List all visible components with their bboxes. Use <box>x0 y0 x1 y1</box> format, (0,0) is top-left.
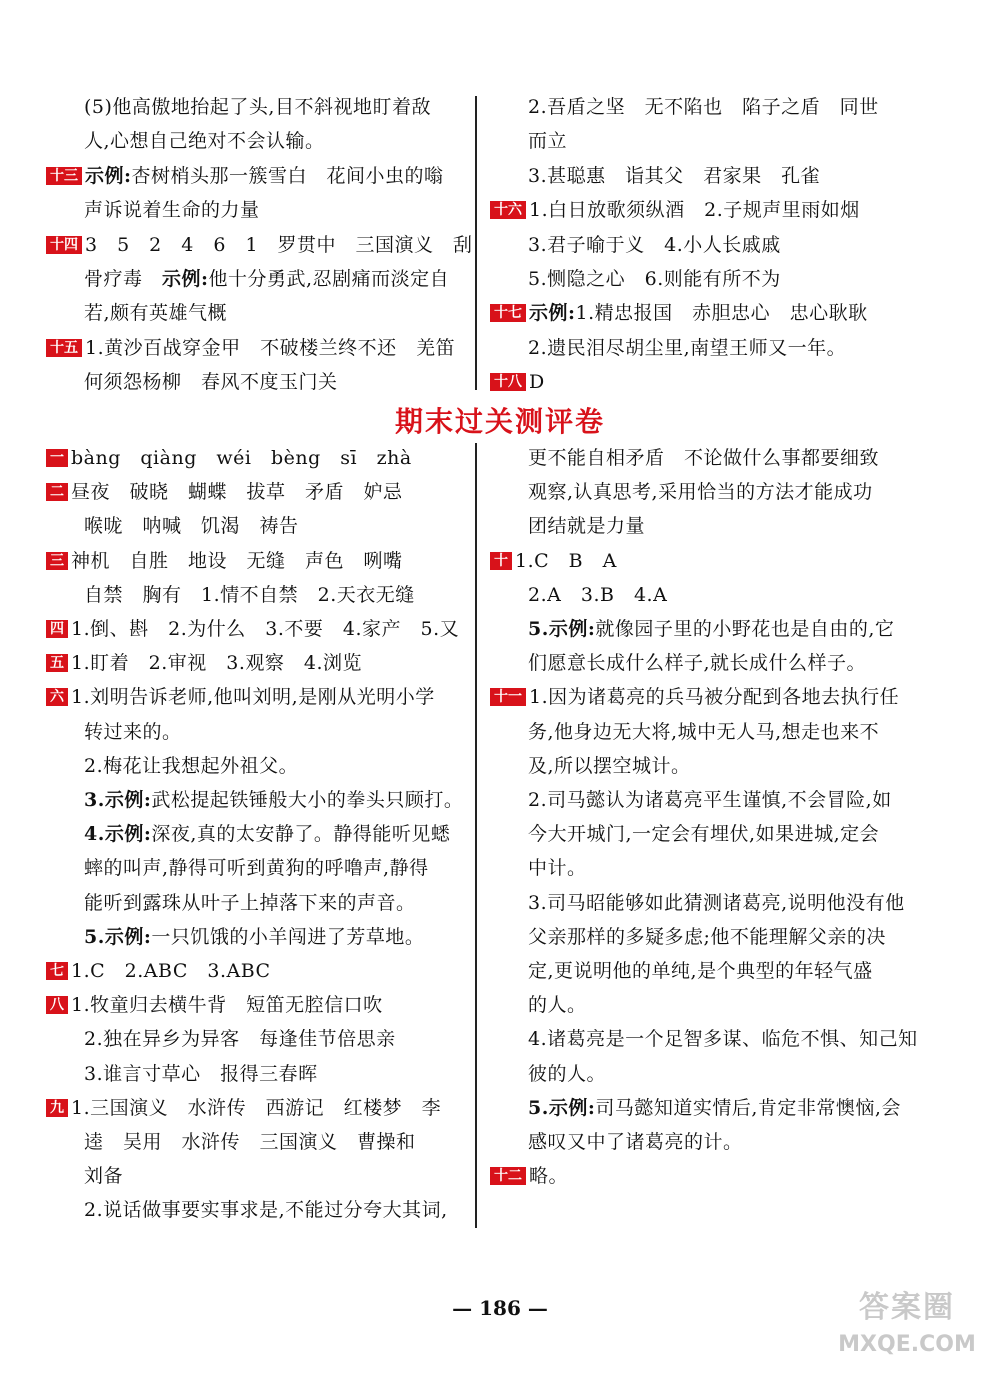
answer-line <box>46 988 383 1022</box>
answer-line: 中计。 <box>528 857 587 880</box>
answer-line: 2.独在异乡为异客 每逢佳节倍思亲 <box>84 1028 396 1051</box>
answer-line <box>46 954 271 988</box>
answer-line <box>84 817 450 851</box>
answer-text: 一只饥饿的小羊闯进了芳草地。 <box>151 925 425 948</box>
answer-line <box>528 1091 901 1125</box>
answer-line: 务,他身边无大将,城中无人马,想走也来不 <box>528 720 880 743</box>
answer-line <box>46 544 403 578</box>
example-label: 5.示例: <box>528 1096 596 1119</box>
answer-line <box>46 612 459 646</box>
answer-text: 1.因为诸葛亮的兵马被分配到各地去执行任 <box>529 686 900 709</box>
answer-line: 5.恻隐之心 6.则能有所不为 <box>528 268 781 290</box>
answer-text: 骨疗毒 <box>84 268 163 290</box>
bottom-divider <box>475 443 477 1228</box>
answer-line: 声诉说着生命的力量 <box>84 199 260 222</box>
answer-line <box>490 544 617 578</box>
answer-line: 定,更说明他的单纯,是个典型的年轻气盛 <box>528 960 873 982</box>
answer-line: 逵 吴用 水浒传 三国演义 曹操和 <box>84 1131 416 1153</box>
answer-line <box>84 262 449 296</box>
question-number-badge: 九 <box>46 1099 68 1117</box>
answer-line: 今大开城门,一定会有埋伏,如果进城,定会 <box>528 823 880 846</box>
answer-line: 2.说话做事要实事求是,不能过分夸大其词, <box>84 1199 448 1222</box>
answer-text: 昼夜 破晓 蝴蝶 拔草 矛盾 妒忌 <box>71 481 403 504</box>
answer-text: D <box>529 371 545 394</box>
answer-line: 2.司马懿认为诸葛亮平生谨慎,不会冒险,如 <box>528 789 892 811</box>
question-number-badge: 十 <box>490 552 512 570</box>
example-label: 示例: <box>529 302 576 325</box>
answer-text: 他十分勇武,忍剧痛而淡定自 <box>208 268 450 290</box>
answer-text: 1.盯着 2.审视 3.观察 4.浏览 <box>71 652 363 675</box>
question-number-badge: 十四 <box>46 236 82 254</box>
answer-line <box>84 783 463 817</box>
watermark-logo <box>832 1282 982 1372</box>
answer-line <box>46 228 473 262</box>
answer-text: 1.黄沙百战穿金甲 不破楼兰终不还 羌笛 <box>85 336 456 359</box>
answer-line <box>46 475 403 509</box>
answer-line: 何须怨杨柳 春风不度玉门关 <box>84 371 338 394</box>
answer-line: 人,心想自己绝对不会认输。 <box>84 130 325 153</box>
answer-line <box>46 680 435 714</box>
answer-line <box>46 646 362 680</box>
answer-line <box>528 612 894 646</box>
answer-text: 就像园子里的小野花也是自由的,它 <box>595 618 895 640</box>
answer-line: 3.甚聪惠 诣其父 君家果 孔雀 <box>528 164 821 187</box>
answer-line: 蟀的叫声,静得可听到黄狗的呼噜声,静得 <box>84 857 429 880</box>
answer-line <box>490 365 545 399</box>
answer-line: 4.诸葛亮是一个足智多谋、临危不惧、知己知 <box>528 1028 918 1051</box>
answer-text: 1.白日放歌须纵酒 2.子规声里雨如烟 <box>529 199 860 222</box>
answer-line: 3.君子喻于义 4.小人长戚戚 <box>528 233 781 256</box>
question-number-badge: 五 <box>46 654 68 672</box>
answer-line: 若,颇有英雄气概 <box>84 302 228 325</box>
watermark-url: MXQE.COM <box>838 1332 976 1357</box>
section-title: 期末过关测评卷 <box>394 405 605 438</box>
question-number-badge: 十三 <box>46 167 82 185</box>
answer-line: 3.司马昭能够如此猜测诸葛亮,说明他没有他 <box>528 891 905 914</box>
example-label: 5.示例: <box>528 618 596 640</box>
answer-line: 彼的人。 <box>528 1062 607 1085</box>
answer-line <box>490 680 899 714</box>
example-label: 5.示例: <box>84 925 152 948</box>
answer-text: 神机 自胜 地设 无缝 声色 咧嘴 <box>71 549 403 572</box>
answer-text: 杏树梢头那一簇雪白 花间小虫的嗡 <box>131 164 444 187</box>
answer-line <box>490 193 860 227</box>
example-label: 示例: <box>85 164 132 187</box>
answer-text: 司马懿知道实情后,肯定非常懊恼,会 <box>595 1096 901 1119</box>
answer-text: 深夜,真的太安静了。静得能听见蟋 <box>151 823 451 846</box>
question-number-badge: 十八 <box>490 373 526 391</box>
question-number-badge: 十五 <box>46 339 82 357</box>
answer-line <box>84 920 424 954</box>
question-number-badge: 十七 <box>490 304 526 322</box>
answer-line: 观察,认真思考,采用恰当的方法才能成功 <box>528 481 873 504</box>
answer-line: 2.梅花让我想起外祖父。 <box>84 754 299 777</box>
answer-line <box>46 441 412 475</box>
watermark-text: 答案圈 <box>859 1290 955 1325</box>
example-label: 3.示例: <box>84 789 152 811</box>
answer-text: 1.C 2.ABC 3.ABC <box>71 960 271 982</box>
answer-text: 1.刘明告诉老师,他叫刘明,是刚从光明小学 <box>71 686 435 709</box>
answer-line: (5)他高傲地抬起了头,目不斜视地盯着敌 <box>84 96 431 118</box>
answer-line: 自禁 胸有 1.情不自禁 2.天衣无缝 <box>84 583 415 606</box>
answer-text: 1.三国演义 水浒传 西游记 红楼梦 李 <box>71 1096 442 1119</box>
answer-line <box>46 1091 441 1125</box>
question-number-badge: 八 <box>46 996 68 1014</box>
question-number-badge: 六 <box>46 688 68 706</box>
answer-line: 及,所以摆空城计。 <box>528 754 691 777</box>
answer-line: 能听到露珠从叶子上掉落下来的声音。 <box>84 891 416 914</box>
answer-line <box>490 1159 568 1193</box>
question-number-badge: 一 <box>46 449 68 467</box>
question-number-badge: 十二 <box>490 1167 526 1185</box>
answer-line: 转过来的。 <box>84 720 182 743</box>
answer-line: 而立 <box>528 130 568 153</box>
answer-line: 更不能自相矛盾 不论做什么事都要细致 <box>528 447 880 469</box>
answer-line: 们愿意长成什么样子,就长成什么样子。 <box>528 652 867 675</box>
answer-text: 1.C B A <box>515 549 617 572</box>
answer-text: bàng qiàng wéi bèng sī zhà <box>71 447 412 469</box>
example-label: 4.示例: <box>84 823 152 846</box>
page-number: — 186 — <box>452 1296 548 1320</box>
answer-line: 团结就是力量 <box>528 515 646 538</box>
answer-line <box>46 331 455 365</box>
answer-line: 2.A 3.B 4.A <box>528 583 668 606</box>
question-number-badge: 七 <box>46 962 68 980</box>
answer-line: 父亲那样的多疑多虑;他不能理解父亲的决 <box>528 925 886 948</box>
question-number-badge: 十一 <box>490 688 526 706</box>
example-label: 示例: <box>162 268 209 290</box>
answer-text: 1.精忠报国 赤胆忠心 忠心耿耿 <box>575 302 868 325</box>
answer-line: 2.吾盾之坚 无不陷也 陷子之盾 同世 <box>528 96 879 118</box>
top-divider <box>475 96 477 390</box>
answer-line: 2.遗民泪尽胡尘里,南望王师又一年。 <box>528 336 847 359</box>
answer-text: 略。 <box>529 1165 569 1188</box>
question-number-badge: 二 <box>46 483 68 501</box>
question-number-badge: 四 <box>46 620 68 638</box>
answer-line <box>46 159 444 193</box>
answer-line: 感叹又中了诸葛亮的计。 <box>528 1131 743 1153</box>
answer-line: 喉咙 呐喊 饥渴 祷告 <box>84 515 299 538</box>
answer-line <box>490 296 868 330</box>
answer-text: 武松提起铁锤般大小的拳头只顾打。 <box>151 789 464 811</box>
question-number-badge: 三 <box>46 552 68 570</box>
answer-line: 3.谁言寸草心 报得三春晖 <box>84 1062 318 1085</box>
answer-line: 刘备 <box>84 1165 124 1188</box>
answer-text: 1.牧童归去横牛背 短笛无腔信口吹 <box>71 994 383 1017</box>
answer-line: 的人。 <box>528 994 587 1017</box>
answer-text: 3 5 2 4 6 1 罗贯中 三国演义 刮 <box>85 233 473 256</box>
question-number-badge: 十六 <box>490 201 526 219</box>
answer-text: 1.倒、斟 2.为什么 3.不要 4.家产 5.又 <box>71 618 460 640</box>
